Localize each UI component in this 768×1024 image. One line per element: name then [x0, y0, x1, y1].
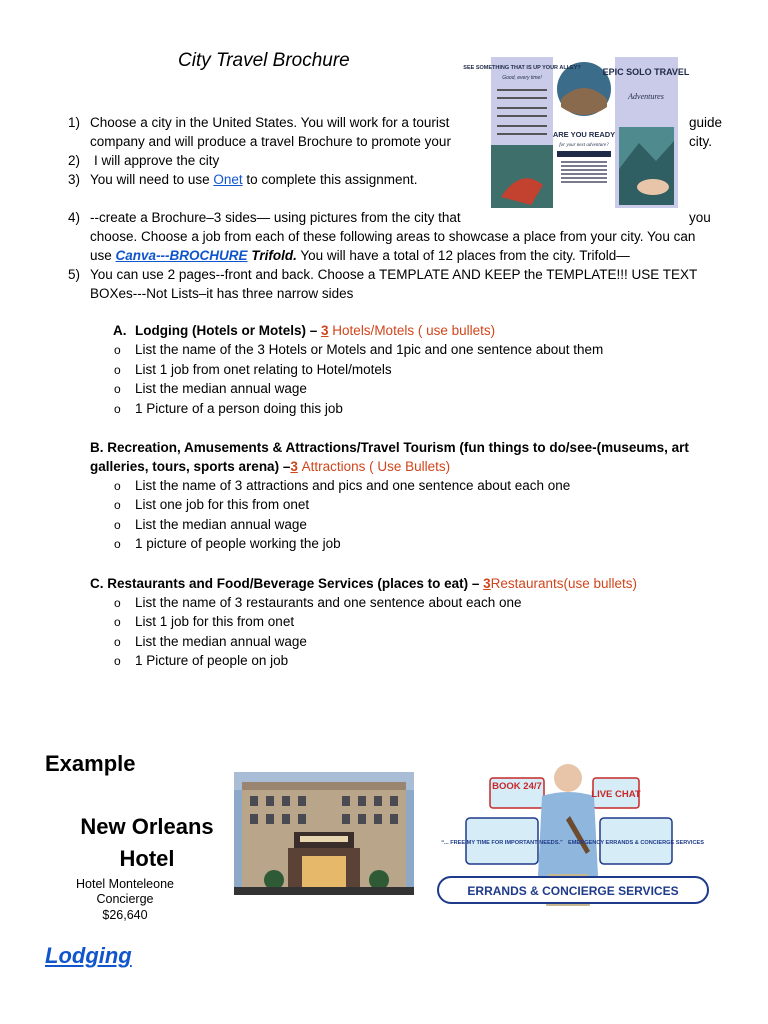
brochure-thumbnail [463, 57, 690, 208]
hotel-photo [234, 772, 414, 895]
section-b-note: Attractions ( Use Bullets) [301, 459, 451, 474]
item-1-line-1: Choose a city in the United States. You will work for a tourist [90, 115, 450, 130]
bullet-icon: o [114, 382, 121, 396]
item-5-line-2: BOXes---Not Lists–it has three narrow sides [90, 286, 354, 301]
section-a-note: Hotels/Motels ( use bullets) [332, 323, 496, 338]
ad-book: BOOK 24/7 [492, 781, 542, 792]
brochure-epic: EPIC SOLO TRAVEL [602, 67, 690, 77]
item-2: I will approve the city [94, 153, 220, 168]
item-1-city: city. [689, 134, 712, 149]
item-number: 4) [67, 210, 80, 225]
item-4-line-2: choose. Choose a job from each of these following areas to showcase a place from your city. You can [90, 229, 696, 244]
list-item: List the name of 3 attractions and pics and one sentence about each one [135, 478, 571, 493]
bullet-icon: o [114, 615, 121, 629]
item-number: 5) [67, 267, 80, 282]
bullet-icon: o [114, 402, 121, 416]
bullet-icon: o [114, 537, 121, 551]
bullet-icon: o [114, 596, 121, 610]
list-item: 1 picture of people working the job [135, 536, 341, 551]
list-item: 1 Picture of a person doing this job [135, 401, 343, 416]
section-c-count: 3 [483, 576, 491, 591]
bullet-icon: o [114, 498, 121, 512]
bullet-icon: o [114, 635, 121, 649]
item-number: 2) [67, 153, 80, 168]
section-b-heading-line-1: B. Recreation, Amusements & Attractions/Travel Tourism (fun things to do/see-(museums, art [90, 440, 689, 455]
example-heading: Example [45, 751, 136, 776]
bullet-icon: o [114, 363, 121, 377]
list-item: List the median annual wage [135, 634, 307, 649]
bullet-icon: o [114, 654, 121, 668]
trifold-label: Trifold. [251, 248, 297, 263]
example-wage: $26,640 [102, 908, 148, 922]
bullet-icon: o [114, 343, 121, 357]
section-a-heading [135, 321, 495, 341]
canva-brochure-link[interactable]: Canva---BROCHURE [115, 248, 248, 263]
item-4-line-3 [90, 246, 630, 266]
list-item: List one job for this from onet [135, 497, 310, 512]
brochure-adventures: Adventures [628, 92, 664, 101]
list-item: List 1 job from onet relating to Hotel/motels [135, 362, 392, 377]
section-a-letter: A. [113, 323, 127, 338]
brochure-ready: ARE YOU READY [552, 130, 616, 139]
item-3 [90, 170, 418, 190]
section-c-heading [90, 574, 637, 594]
bullet-icon: o [114, 479, 121, 493]
item-3-post: to complete this assignment. [246, 172, 418, 187]
item-number: 1) [67, 115, 80, 130]
lodging-link[interactable]: Lodging [45, 943, 132, 968]
section-b-heading-line-2 [90, 457, 450, 477]
list-item: List the median annual wage [135, 381, 307, 396]
list-item: List 1 job for this from onet [135, 614, 295, 629]
brochure-headline: SEE SOMETHING THAT IS UP YOUR ALLEY? [463, 65, 581, 71]
item-4-line-1: --create a Brochure–3 sides— using pictures from the city that [90, 210, 461, 225]
list-item: List the name of 3 restaurants and one sentence about each one [135, 595, 522, 610]
example-hotel-name: Hotel Monteleone [76, 877, 174, 891]
ad-banner: ERRANDS & CONCIERGE SERVICES [467, 884, 679, 898]
ad-emergency: EMERGENCY ERRANDS & CONCIERGE SERVICES [568, 840, 704, 846]
list-item: List the name of the 3 Hotels or Motels and 1pic and one sentence about them [135, 342, 604, 357]
brochure-tag: Good, every time! [502, 75, 542, 81]
page-title: City Travel Brochure [178, 50, 350, 71]
ad-free-time: “... FREE MY TIME FOR IMPORTANT NEEDS.” [441, 840, 563, 846]
item-3-pre: You will need to use [90, 172, 210, 187]
bullet-icon: o [114, 518, 121, 532]
section-c-note: Restaurants(use bullets) [490, 576, 637, 591]
ad-live-chat: LIVE CHAT [591, 789, 641, 800]
section-a-count: 3 [321, 323, 329, 338]
section-b-count: 3 [290, 459, 298, 474]
item-number: 3) [67, 172, 80, 187]
brochure-ready-sub: for your next adventure? [559, 143, 609, 148]
section-b-title: galleries, tours, sports arena) – [90, 459, 291, 474]
item-4-use: use [90, 248, 112, 263]
example-city: New Orleans [80, 814, 214, 839]
example-category: Hotel [119, 846, 175, 871]
item-4-you: you [689, 210, 711, 225]
item-5-line-1: You can use 2 pages--front and back. Choose a TEMPLATE AND KEEP the TEMPLATE!!! USE TEXT [90, 267, 698, 282]
section-a-title: Lodging (Hotels or Motels) – [135, 323, 318, 338]
section-c-title: C. Restaurants and Food/Beverage Services (places to eat) – [90, 576, 480, 591]
example-job: Concierge [96, 892, 154, 906]
item-1-line-2: company and will produce a travel Brochure to promote your [90, 134, 451, 149]
list-item: 1 Picture of people on job [135, 653, 289, 668]
errands-ad [438, 756, 708, 906]
list-item: List the median annual wage [135, 517, 307, 532]
item-1-guide: guide [689, 115, 723, 130]
onet-link[interactable]: Onet [213, 172, 243, 187]
item-4-rest: You will have a total of 12 places from the city. Trifold— [300, 248, 630, 263]
